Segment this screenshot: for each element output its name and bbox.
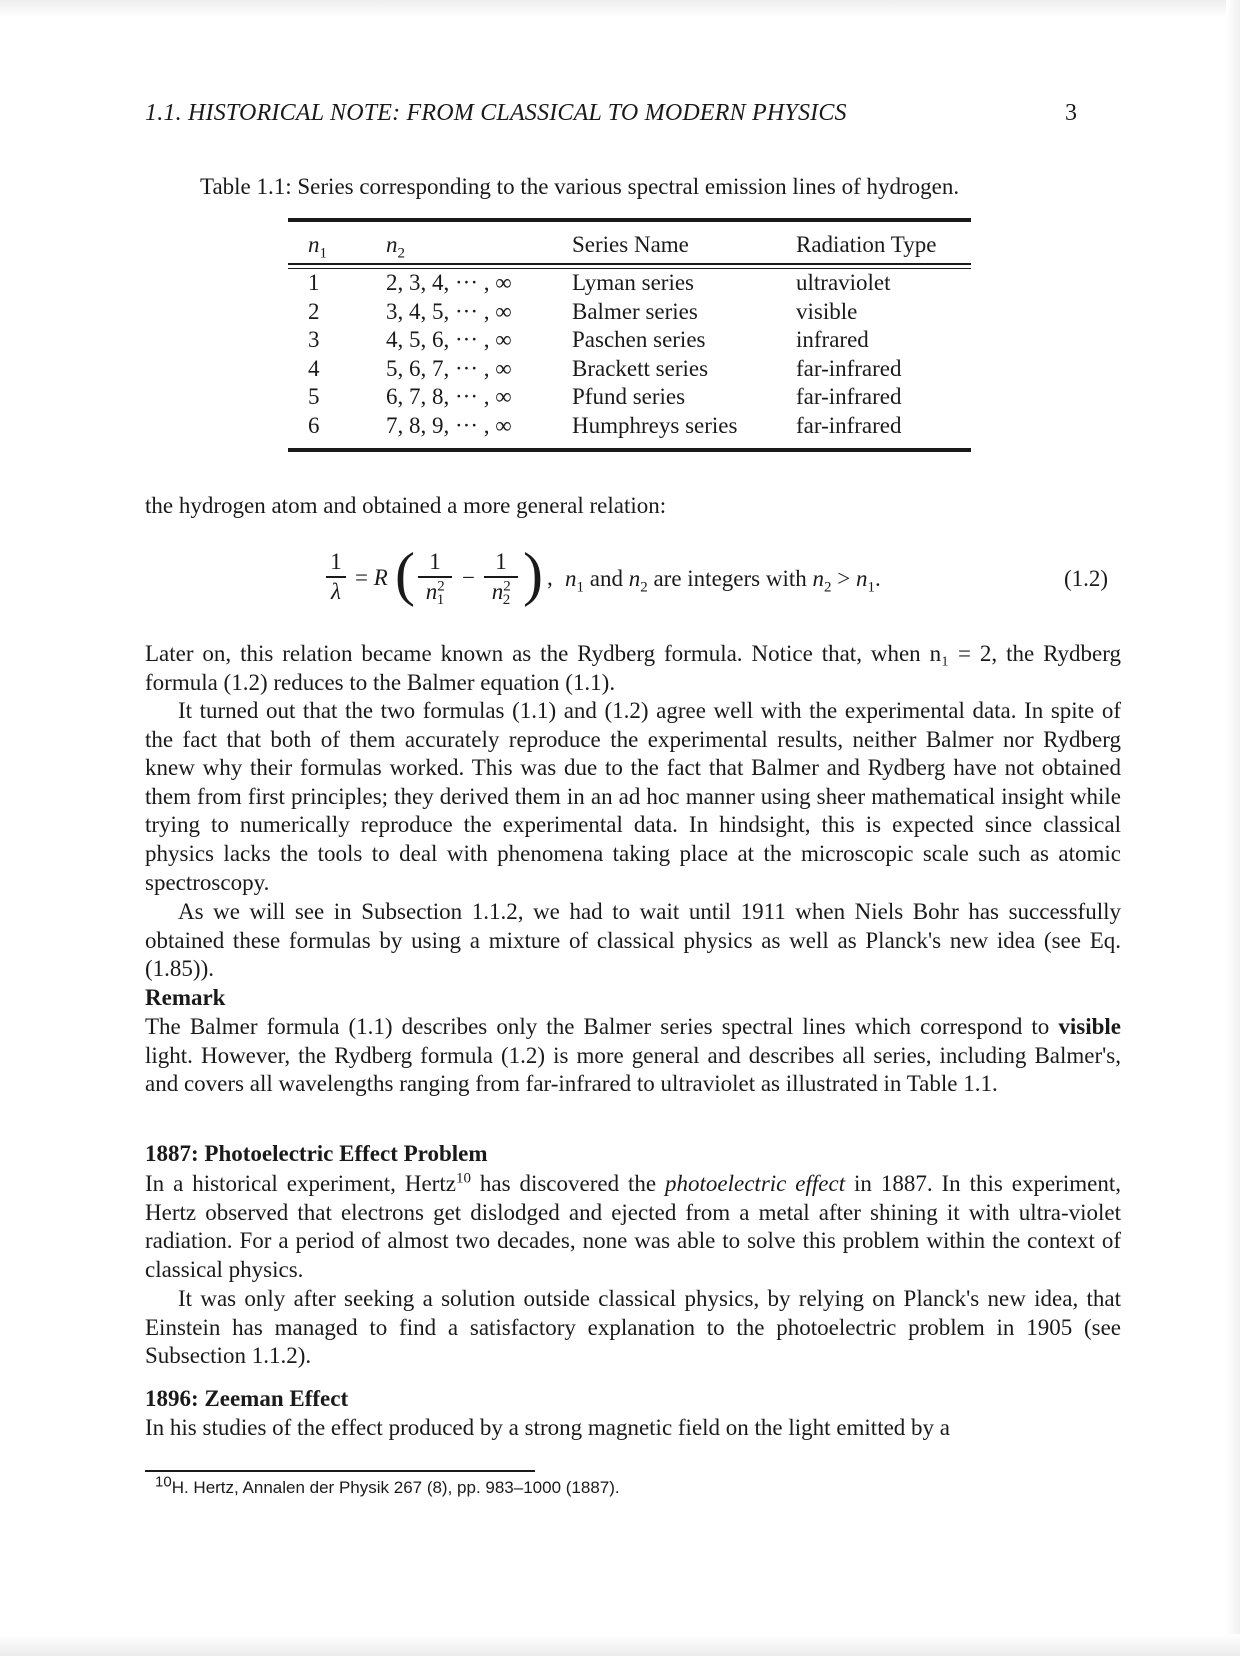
equation-number: (1.2): [1064, 566, 1109, 591]
spectral-series-table: [288, 218, 971, 452]
cell-n1: 2: [308, 298, 320, 324]
page-shadow-top: [0, 0, 1240, 18]
table-caption: Table 1.1: Series corresponding to the various spectral emission lines of hydrogen.: [200, 174, 960, 199]
eq-frac-n1: 1 $n^2_1$: [417, 548, 453, 606]
page-shadow-bottom: [0, 1634, 1240, 1656]
table-row: [288, 269, 971, 298]
cell-n1: 4: [308, 355, 320, 381]
col-header-n2: $n_2$: [386, 232, 405, 262]
cell-radiation-type: ultraviolet: [796, 270, 891, 296]
cell-n2: 6, 7, 8, ··· , ∞: [386, 384, 512, 410]
remark-heading: Remark: [145, 985, 226, 1010]
cell-n1: 6: [308, 412, 320, 438]
table-header-row: [288, 222, 971, 260]
cell-n2: 2, 3, 4, ··· , ∞: [386, 270, 512, 296]
cell-radiation-type: far-infrared: [796, 384, 902, 410]
eq-comma: ,: [547, 565, 553, 590]
cell-n1: 3: [308, 327, 320, 353]
page-number: 3: [1065, 100, 1077, 126]
cell-series-name: Paschen series: [572, 327, 706, 353]
cell-series-name: Lyman series: [572, 270, 694, 296]
cell-radiation-type: far-infrared: [796, 355, 902, 381]
cell-n2: 7, 8, 9, ··· , ∞: [386, 412, 512, 438]
section-heading-zeeman: 1896: Zeeman Effect: [145, 1386, 349, 1411]
col-header-series: Series Name: [572, 232, 689, 257]
footnote-ref[interactable]: 10: [455, 1170, 471, 1187]
table-row: [288, 412, 971, 441]
eq-lhs-fraction: 1 λ: [325, 548, 347, 606]
intro-line: the hydrogen atom and obtained a more general relation:: [145, 493, 667, 518]
table-bottom-rule: [288, 448, 971, 452]
table-row: [288, 355, 971, 384]
running-header: 1.1. HISTORICAL NOTE: FROM CLASSICAL TO MODERN PHYSICS: [145, 100, 847, 126]
col-header-n1: $n_1$: [308, 232, 327, 262]
paragraph-remark: The Balmer formula (1.1) describes only the Balmer series spectral lines which correspond to visible light. However, the Rydberg formula (1.2) is more general and describes all series, including Balmer's, and covers all wavelengths ranging from far-infrared to ultraviolet as illustrated in Table 1.1.: [145, 1014, 1121, 1097]
paragraph-photoelectric: In a historical experiment, Hertz$^{10}$ has discovered the photoelectric effect in 1887. In this experiment, Hertz observed that electrons get dislodged and ejected from a metal after shining it with ultra-violet radiation. For a period of almost two decades, none was able to solve this problem within the context of classical physics.: [145, 1170, 1121, 1282]
table-row: [288, 326, 971, 355]
paragraph-bohr: As we will see in Subsection 1.1.2, we had to wait until 1911 when Niels Bohr has successfully obtained these formulas by using a mixture of classical physics as well as Planck's new idea (see Eq. (1.85)).: [145, 899, 1121, 982]
footnote: $^{10}$H. Hertz, Annalen der Physik 267 (8), pp. 983–1000 (1887).: [155, 1473, 620, 1497]
table-row: [288, 298, 971, 327]
cell-series-name: Brackett series: [572, 355, 709, 381]
paragraph-einstein: It was only after seeking a solution outside classical physics, by relying on Planck's new idea, that Einstein has managed to find a satisfactory explanation to the photoelectric problem in 1905 (see Subsection 1.1.2).: [145, 1286, 1121, 1369]
cell-n2: 5, 6, 7, ··· , ∞: [386, 355, 512, 381]
cell-n2: 3, 4, 5, ··· , ∞: [386, 298, 512, 324]
eq-frac-n2: 1 $n^2_2$: [483, 548, 519, 606]
eq-equals-r: = R: [355, 565, 388, 590]
table-row: [288, 383, 971, 412]
footnote-rule: [145, 1470, 535, 1472]
table-body: [288, 269, 971, 440]
cell-series-name: Balmer series: [572, 298, 698, 324]
table: [288, 222, 971, 260]
paragraph-agreement: It turned out that the two formulas (1.1) and (1.2) agree well with the experimental data. In spite of the fact that both of them accurately reproduce the experimental results, neither Balmer nor Rydberg knew why their formulas worked. This was due to the fact that Balmer and Rydberg have not obtained them from first principles; they derived them in an ad hoc manner using sheer mathematical insight while trying to numerically reproduce the experimental data. In hindsight, this is expected since classical physics lacks the tools to deal with phenomena taking place at the microscopic scale such as atomic spectroscopy.: [145, 698, 1121, 895]
equation-condition: $n_1$ and $n_2$ are integers with $n_2 > n_1$.: [565, 566, 881, 596]
section-heading-photoelectric: 1887: Photoelectric Effect Problem: [145, 1141, 488, 1166]
cell-n1: 5: [308, 384, 320, 410]
page-shadow-right: [1226, 0, 1240, 1656]
cell-series-name: Humphreys series: [572, 412, 738, 438]
eq-minus: −: [462, 565, 475, 590]
eq-right-paren: ): [523, 541, 543, 607]
cell-n1: 1: [308, 270, 320, 296]
paragraph-zeeman: In his studies of the effect produced by a strong magnetic field on the light emitted by a: [145, 1415, 950, 1440]
cell-series-name: Pfund series: [572, 384, 686, 410]
cell-radiation-type: infrared: [796, 327, 869, 353]
eq-left-paren: (: [395, 541, 415, 607]
cell-n2: 4, 5, 6, ··· , ∞: [386, 327, 512, 353]
paragraph-rydberg: Later on, this relation became known as the Rydberg formula. Notice that, when n₁ = 2, the Rydberg formula (1.2) reduces to the Balmer equation (1.1).: [145, 641, 1121, 695]
cell-radiation-type: far-infrared: [796, 412, 902, 438]
cell-radiation-type: visible: [796, 298, 858, 324]
col-header-radiation: Radiation Type: [796, 232, 937, 257]
